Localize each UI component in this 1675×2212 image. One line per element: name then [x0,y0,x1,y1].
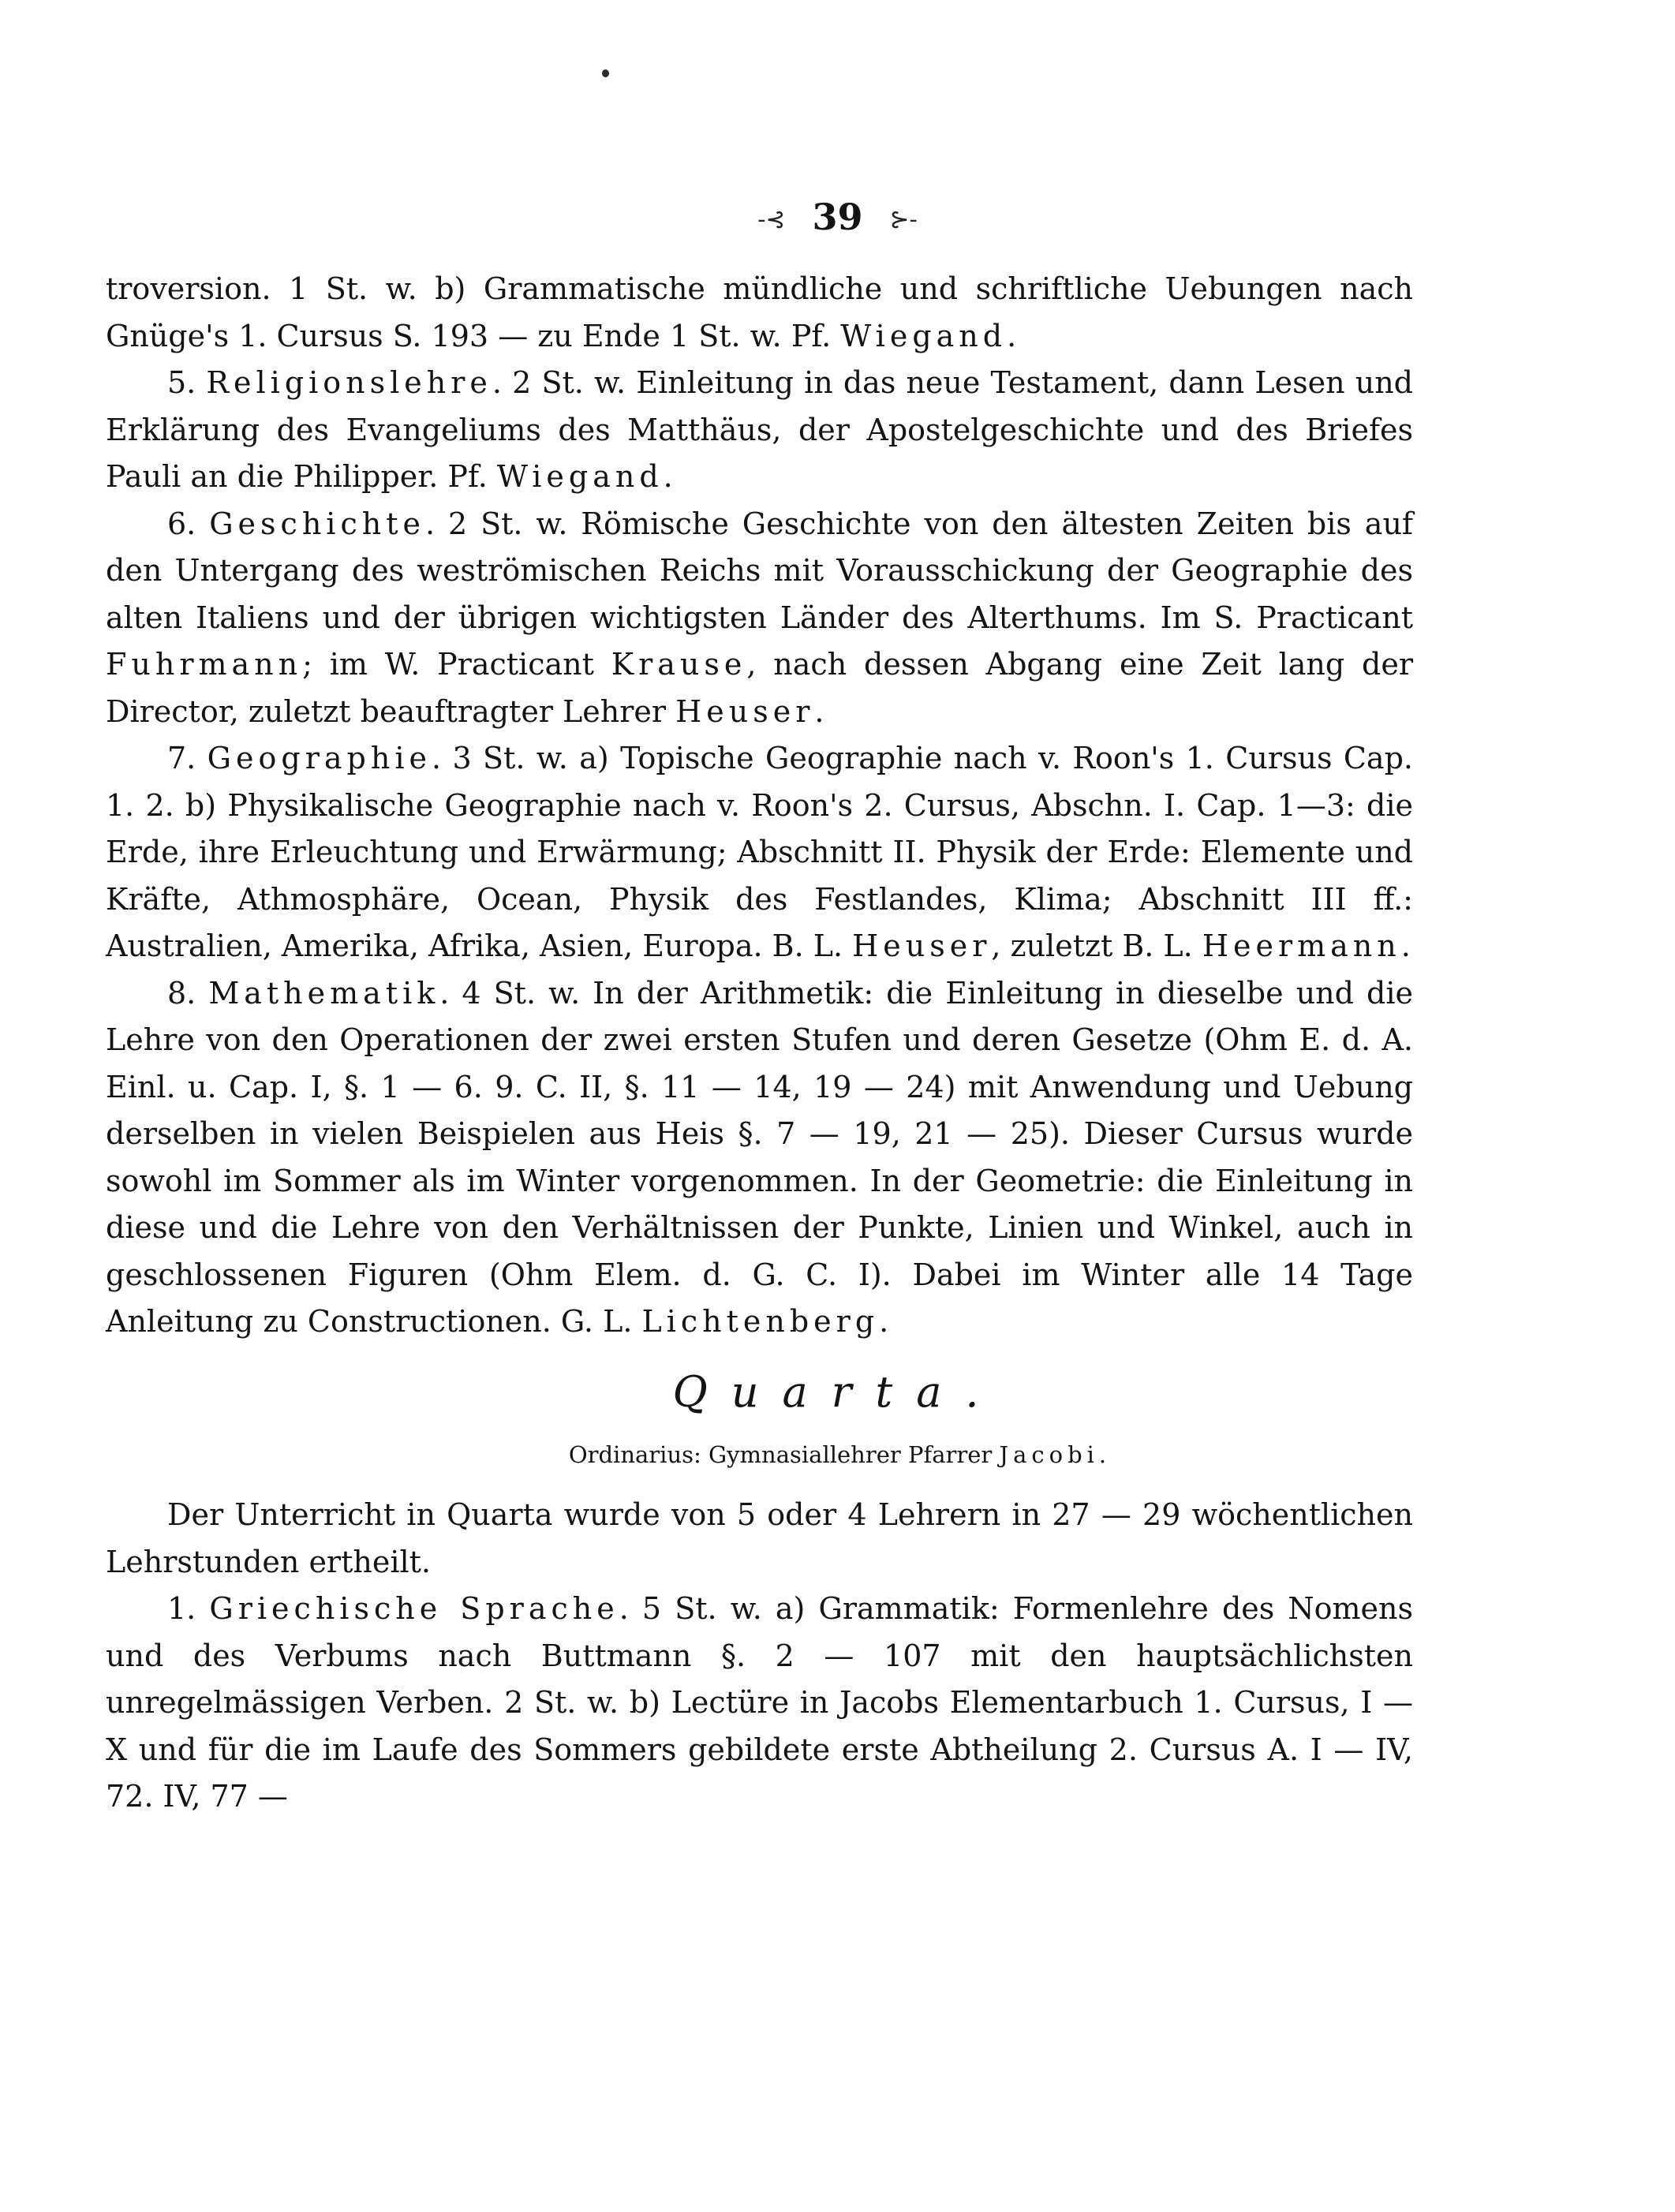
paragraph-unterricht: Der Unterricht in Quarta wurde von 5 oder 4 Lehrern in 27 — 29 wöchentlichen Lehrstunden ertheilt. [106,1497,1413,1579]
paragraph-mathematik: 8. Mathematik. 4 St. w. In der Arithmetik: die Einleitung in dieselbe und die Lehre von den Operationen der zwei ersten Stufen und deren Gesetze (Ohm E. d. A. Einl. u. Cap. I, §. 1 — 6. 9. C. II, §. 11 — 14, 19 — 24) mit Anwendung und Uebung derselben in vielen Beispielen aus Heis §. 7 — 19, 21 — 25). Dieser Cursus wurde sowohl im Sommer als im Winter vorgenommen. In der Geometrie: die Einleitung in diese und die Lehre von den Verhältnissen der Punkte, Linien und Winkel, auch in geschlossenen Figuren (Ohm Elem. d. G. C. I). Dabei im Winter alle 14 Tage Anleitung zu Constructionen. G. L. Lichtenberg. [106,975,1413,1339]
ornament-left-icon: -⊰ [757,206,786,234]
section-heading-quarta: Quarta. [672,1367,1003,1417]
page-number: 39 [812,196,863,238]
paragraph-troversion: troversion. 1 St. w. b) Grammatische mündliche und schriftliche Uebungen nach Gnüge's 1. Cursus S. 193 — zu Ende 1 St. w. Pf. Wiegand. [106,271,1413,353]
page-header [0,193,1675,244]
ornament-right-icon: ⊱- [889,206,918,234]
text-section-top [106,266,1413,1346]
text-section-bottom [106,1492,1413,1821]
paragraph-religionslehre: 5. Religionslehre. 2 St. w. Einleitung in das neue Testament, dann Lesen und Erklärung des Evangeliums des Matthäus, der Apostelgeschichte und des Briefes Pauli an die Philipper. Pf. Wiegand. [106,365,1413,494]
paragraph-griechische-sprache: 1. Griechische Sprache. 5 St. w. a) Grammatik: Formenlehre des Nomens und des Verbums nach Buttmann §. 2 — 107 mit den hauptsächlichsten unregelmässigen Verben. 2 St. w. b) Lectüre in Jacobs Elementarbuch 1. Cursus, I — X und für die im Laufe des Sommers gebildete erste Abtheilung 2. Cursus A. I — IV, 72. IV, 77 — [106,1591,1414,1814]
paragraph-geschichte: 6. Geschichte. 2 St. w. Römische Geschichte von den ältesten Zeiten bis auf den Untergang des weströmischen Reichs mit Vorausschickung der Geographie des alten Italiens und der übrigen wichtigsten Länder des Alterthums. Im S. Practicant Fuhrmann; im W. Practicant Krause, nach dessen Abgang eine Zeit lang der Director, zuletzt beauftragter Lehrer Heuser. [106,506,1413,729]
ink-speck [602,69,609,77]
paragraph-geographie: 7. Geographie. 3 St. w. a) Topische Geographie nach v. Roon's 1. Cursus Cap. 1. 2. b) Physikalische Geographie nach v. Roon's 2. Cursus, Abschn. I. Cap. 1—3: die Erde, ihre Erleuchtung und Erwärmung; Abschnitt II. Physik der Erde: Elemente und Kräfte, Athmosphäre, Ocean, Physik des Festlandes, Klima; Abschnitt III ff.: Australien, Amerika, Afrika, Asien, Europa. B. L. Heuser, zuletzt B. L. Heermann. [106,741,1413,963]
ordinarius-line: Ordinarius: Gymnasiallehrer Pfarrer Jacobi. [568,1441,1107,1468]
